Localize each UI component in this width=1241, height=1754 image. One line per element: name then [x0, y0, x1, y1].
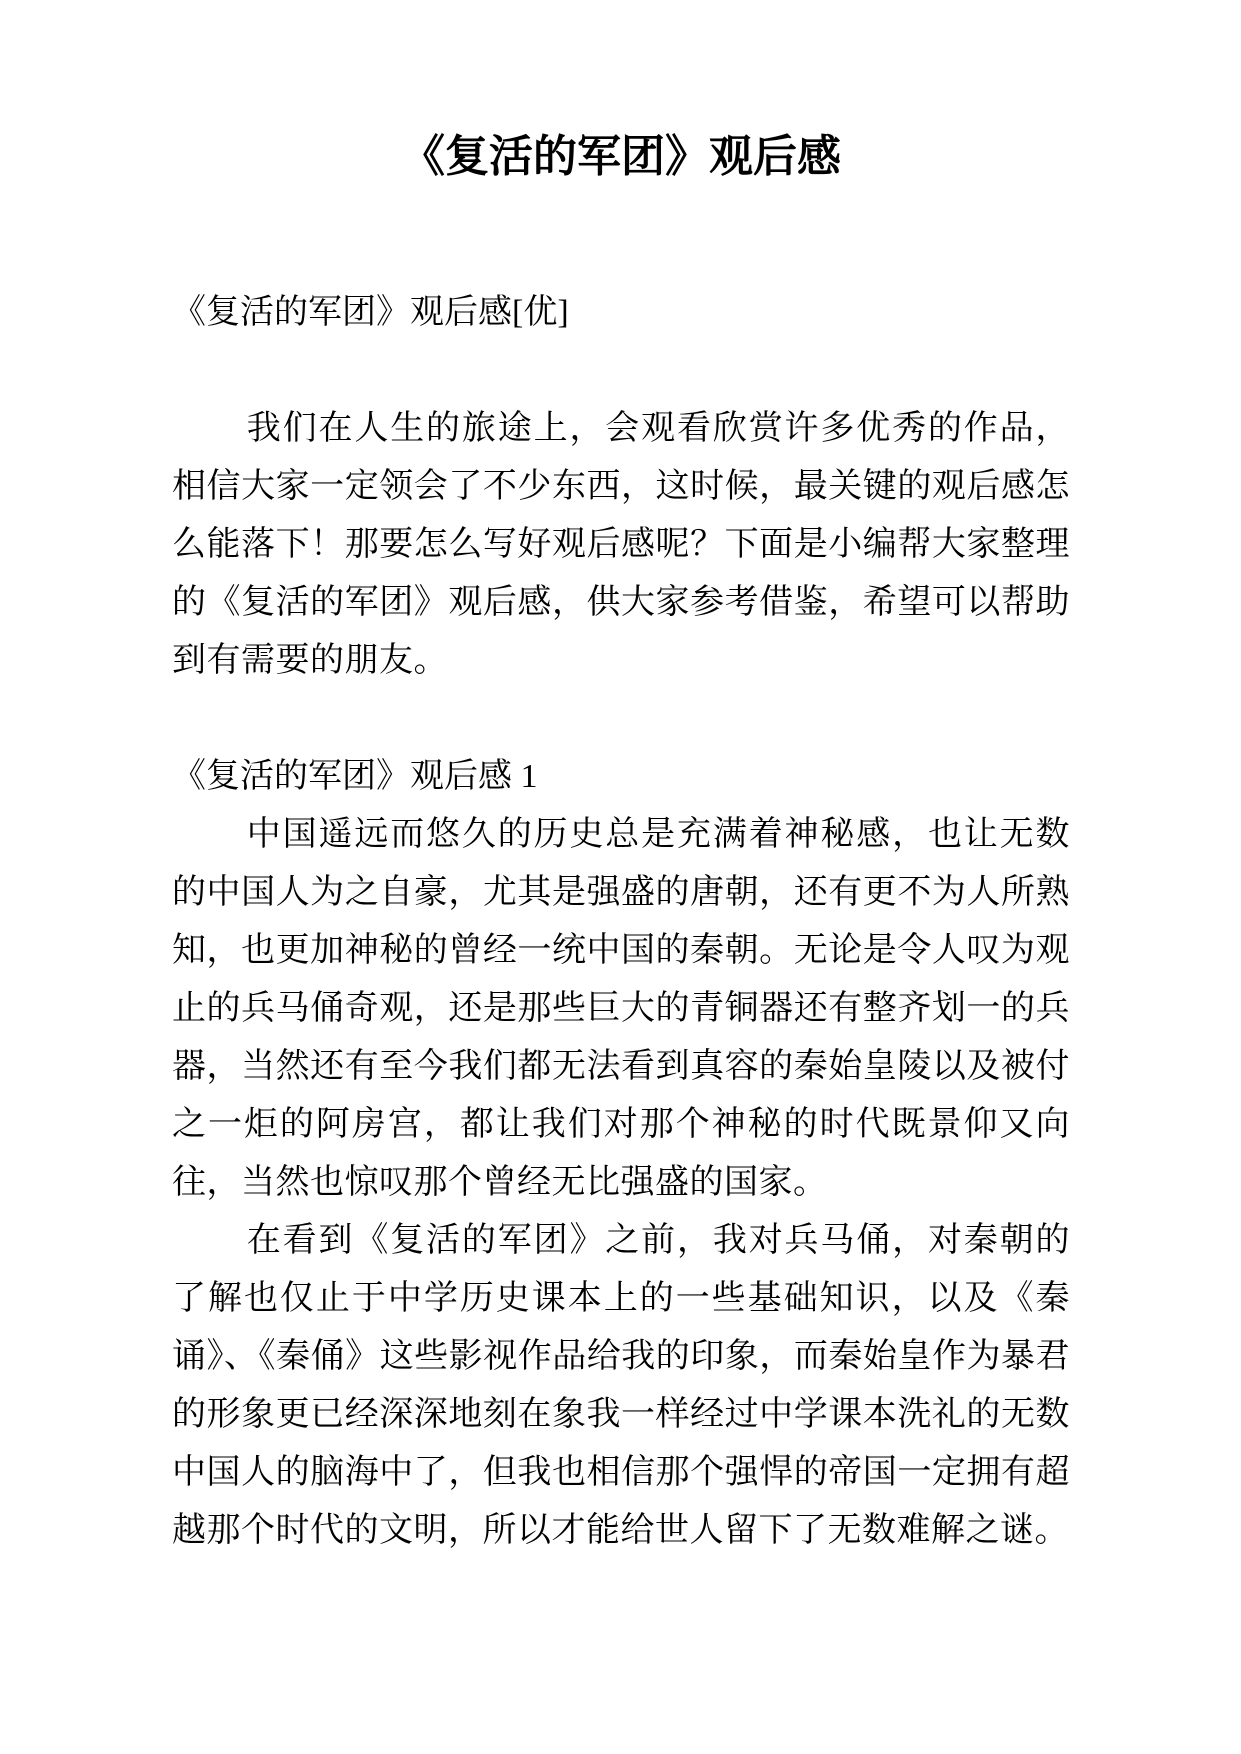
document-subtitle: 《复活的军团》观后感[优] — [172, 294, 569, 331]
section-heading: 《复活的军团》观后感 1 — [172, 758, 538, 795]
section-paragraph-1: 中国遥远而悠久的历史总是充满着神秘感，也让无数的中国人为之自豪，尤其是强盛的唐朝，还有更不为人所熟知，也更加神秘的曾经一统中国的秦朝。无论是令人叹为观止的兵马俑奇观，还是那些巨大的青铜器还有整齐划一的兵器，当然还有至今我们都无法看到真容的秦始皇陵以及被付之一炬的阿房宫，都让我们对那个神秘的时代既景仰又向往，当然也惊叹那个曾经无比强盛的国家。 — [172, 816, 1070, 1201]
intro-paragraph: 我们在人生的旅途上，会观看欣赏许多优秀的作品，相信大家一定领会了不少东西，这时候，最关键的观后感怎么能落下！那要怎么写好观后感呢？下面是小编帮大家整理的《复活的军团》观后感，供大家参考借鉴，希望可以帮助到有需要的朋友。 — [172, 410, 1070, 679]
section-paragraph-2: 在看到《复活的军团》之前，我对兵马俑，对秦朝的了解也仅止于中学历史课本上的一些基础知识，以及《秦诵》、《秦俑》这些影视作品给我的印象，而秦始皇作为暴君的形象更已经深深地刻在象我一样经过中学课本洗礼的无数中国人的脑海中了，但我也相信那个强悍的帝国一定拥有超越那个时代的文明，所以才能给世人留下了无数难解之谜。 — [172, 1222, 1070, 1549]
document-title: 《复活的军团》观后感 — [401, 132, 841, 181]
